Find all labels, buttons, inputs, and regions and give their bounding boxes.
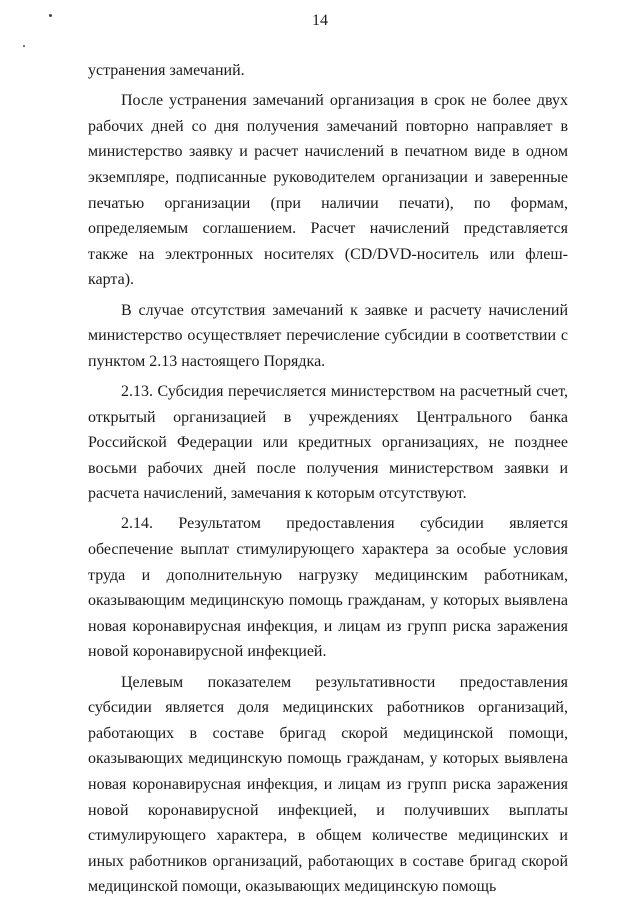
scan-dot xyxy=(23,45,25,47)
body-text xyxy=(88,58,568,900)
paragraph: После устранения замечаний организация в срок не более двух рабочих дней со дня получения замечаний повторно направляет в министерство заявку и расчет начислений в печатном виде в одном экземпляре, подписанные руководителем организации и заверенные печатью организации (при наличии печати), по формам, определяемым соглашением. Расчет начислений представляется также на электронных носителях (CD/DVD-носитель или флеш-карта). xyxy=(88,92,568,289)
paragraph: В случае отсутствия замечаний к заявке и расчету начислений министерство осуществляет перечисление субсидии в соответствии с пунктом 2.13 настоящего Порядка. xyxy=(88,301,568,370)
paragraph: 2.13. Субсидия перечисляется министерством на расчетный счет, открытый организацией в учреждениях Центрального банка Российской Федерации или кредитных организациях, не позднее восьми рабочих дней после получения министерством заявки и расчета начислений, замечания к которым отсутствуют. xyxy=(88,382,568,503)
page-number: 14 xyxy=(312,12,328,29)
paragraph: 2.14. Результатом предоставления субсидии является обеспечение выплат стимулирующего характера за особые условия труда и дополнительную нагрузку медицинским работникам, оказывающим медицинскую помощь гражданам, у которых выявлена новая коронавирусная инфекция, и лицам из групп риска заражения новой коронавирусной инфекцией. xyxy=(88,515,568,661)
paragraph: устранения замечаний. xyxy=(88,62,245,79)
paragraph: Целевым показателем результативности предоставления субсидии является доля медицинских работников организаций, работающих в составе бригад скорой медицинской помощи, оказывающих медицинскую помощь гражданам, у которых выявлена новая коронавирусная инфекция, и лицам из групп риска заражения новой коронавирусной инфекцией, и получивших выплаты стимулирующего характера, в общем количестве медицинских и иных работников организаций, работающих в составе бригад скорой медицинской помощи, оказывающих медицинскую помощь xyxy=(88,673,568,896)
